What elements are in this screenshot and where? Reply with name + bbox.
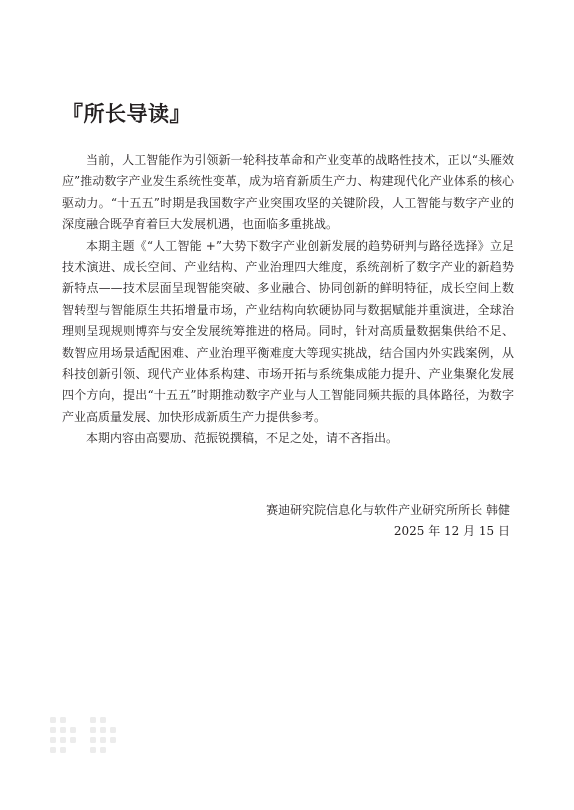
body-text [62, 150, 514, 450]
decorative-dot [90, 747, 96, 753]
paragraph-intro: 当前，人工智能作为引领新一轮科技革命和产业变革的战略性技术，正以“头雁效应”推动数字产业发生系统性变革，成为培育新质生产力、构建现代化产业体系的核心驱动力。“十五五”时期是我国数字产业突围攻坚的关键阶段，人工智能与数字产业的深度融合既孕育着巨大发展机遇，也面临多重挑战。 [62, 153, 514, 232]
decorative-dot [70, 737, 76, 743]
signature-block [266, 500, 510, 543]
decorative-dot [50, 717, 56, 723]
decorative-dot [50, 727, 56, 733]
decorative-dot [100, 717, 106, 723]
decorative-dot [60, 747, 66, 753]
decorative-dot [110, 737, 116, 743]
decorative-dot [50, 747, 56, 753]
decorative-dot [60, 737, 66, 743]
page-title: 『所长导读』 [62, 102, 191, 126]
decorative-dot [90, 717, 96, 723]
decorative-dot [100, 737, 106, 743]
decorative-dot-pattern [50, 717, 130, 759]
signature-date: 2025 年 12 月 15 日 [393, 524, 510, 539]
paragraph-theme: 本期主题《“人工智能 +”大势下数字产业创新发展的趋势研判与路径选择》立足技术演进、成长空间、产业结构、产业治理四大维度，系统剖析了数字产业的新趋势新特点——技术层面呈现智能突破、多业融合、协同创新的鲜明特征，成长空间上数智转型与智能原生共拓增量市场，产业结构向软硬协同与数据赋能并重演进，全球治理则呈现规则博弈与安全发展统筹推进的格局。同时，针对高质量数据集供给不足、数智应用场景适配困难、产业治理平衡难度大等现实挑战，结合国内外实践案例，从科技创新引领、现代产业体系构建、市场开拓与系统集成能力提升、产业集聚化发展四个方向，提出“十五五”时期推动数字产业与人工智能同频共振的具体路径，为数字产业高质量发展、加快形成新质生产力提供参考。 [62, 238, 514, 424]
decorative-dot [110, 727, 116, 733]
decorative-dot [60, 717, 66, 723]
decorative-dot [90, 737, 96, 743]
decorative-dot [100, 747, 106, 753]
decorative-dot [70, 727, 76, 733]
decorative-dot [50, 737, 56, 743]
decorative-dot [90, 727, 96, 733]
paragraph-credits: 本期内容由高婴劢、范振锐撰稿，不足之处，请不吝指出。 [86, 431, 399, 446]
decorative-dot [100, 727, 106, 733]
signature-author: 赛迪研究院信息化与软件产业研究所所长 韩健 [266, 503, 510, 517]
decorative-dot [60, 727, 66, 733]
